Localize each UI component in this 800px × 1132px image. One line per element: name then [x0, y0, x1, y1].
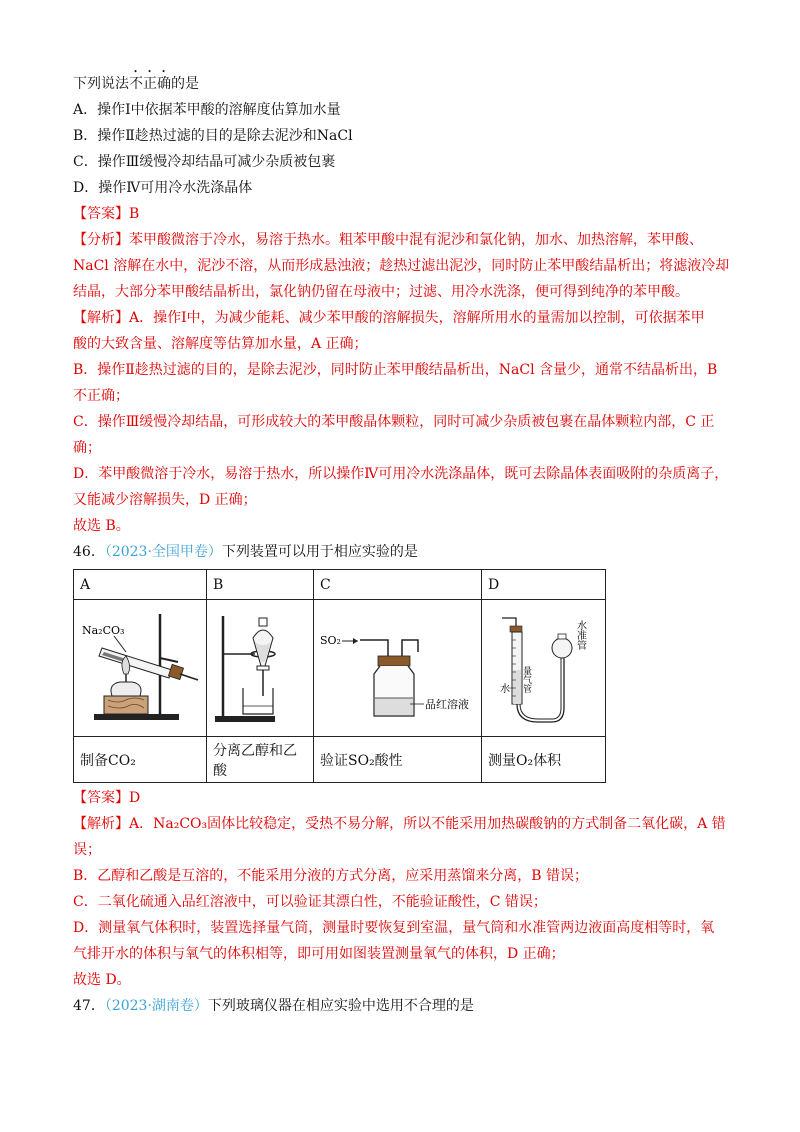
q45-option-b: B．操作Ⅱ趁热过滤的目的是除去泥沙和NaCl: [73, 128, 353, 144]
q46-explain-line: C．二氧化硫通入品红溶液中，可以验证其漂白性，不能验证酸性，C 错误；: [73, 894, 547, 910]
q45-option-c: C．操作Ⅲ缓慢冷却结晶可减少杂质被包裹: [73, 154, 336, 170]
q45-option-d: D．操作Ⅳ可用冷水洗涤晶体: [73, 180, 253, 196]
q47-stem-text: 下列玻璃仪器在相应实验中选用不合理的是: [207, 998, 474, 1014]
diagram-b-cell: [207, 600, 314, 737]
q46-answer: 【答案】D: [73, 790, 141, 806]
caption-a: 制备CO₂: [74, 737, 207, 783]
q46-stem-text: 下列装置可以用于相应实验的是: [221, 544, 418, 560]
q45-stem-post: 的是: [171, 76, 199, 92]
q45-analysis-line: 【分析】苯甲酸微溶于冷水，易溶于热水。粗苯甲酸中混有泥沙和氯化钠，加水、加热溶解，苯甲酸、: [73, 232, 703, 248]
q45-explain-line: 【解析】A．操作Ⅰ中，为减少能耗、减少苯甲酸的溶解损失，溶解所用水的量需加以控制，可依据苯甲: [73, 310, 705, 326]
separatory-funnel-diagram: [207, 600, 314, 732]
q46-explain-line: D．测量氧气体积时，装置选择量气筒，测量时要恢复到室温，量气筒和水准管两边液面高度相等时，氧: [73, 920, 715, 936]
q47-number: 47．: [73, 998, 105, 1014]
gas-washing-bottle-diagram: [314, 600, 482, 732]
q45-explain-line: 不正确；: [73, 388, 129, 404]
diagram-d-cell: [482, 600, 606, 737]
caption-c: 验证SO₂酸性: [314, 737, 482, 783]
gas-burette-diagram: [482, 600, 606, 732]
q45-explain-line: 酸的大致含量、溶解度等估算加水量，A 正确；: [73, 336, 368, 352]
q47-stem: [73, 993, 733, 1019]
q46-explain-line: 【解析】A．Na₂CO₃固体比较稳定，受热不易分解，所以不能采用加热碳酸钠的方式制备二氧化碳，A 错: [73, 816, 726, 832]
q45-analysis-line: 结晶，大部分苯甲酸结晶析出，氯化钠仍留在母液中；过滤、用冷水洗涤，便可得到纯净的苯甲酸。: [73, 284, 689, 300]
q45-explain-line: B．操作Ⅱ趁热过滤的目的，是除去泥沙，同时防止苯甲酸结晶析出，NaCl 含量少，通常不结晶析出，B: [73, 362, 718, 378]
water-label: 水: [500, 684, 510, 695]
pinhong-solution-label: 品红溶液: [425, 698, 469, 711]
q45-answer: 【答案】B: [73, 206, 140, 222]
document-page: [73, 68, 733, 1019]
header-d: D: [482, 570, 606, 600]
q45-stem-emphasis: 不正确: [129, 76, 171, 92]
caption-d: 测量O₂体积: [482, 737, 606, 783]
q45-explain-line: 又能减少溶解损失，D 正确；: [73, 492, 257, 508]
q46-stem: [73, 539, 733, 565]
q46-explain-line: 气排开水的体积与氧气的体积相等，即可用如图装置测量氧气的体积，D 正确；: [73, 946, 565, 962]
burette-label: 量气管: [521, 666, 531, 693]
q45-stem: [73, 68, 733, 97]
diagram-a-cell: [74, 600, 207, 737]
q45-stem-pre: 下列说法: [73, 76, 129, 92]
q47-source: （2023·湖南卷）: [104, 998, 208, 1014]
diagram-c-cell: [314, 600, 482, 737]
leveling-tube-label: 水准管: [574, 620, 586, 650]
apparatus-table: [73, 569, 606, 783]
q46-source: （2023·全国甲卷）: [104, 544, 222, 560]
caption-b: 分离乙醇和乙酸: [207, 737, 314, 783]
header-b: B: [207, 570, 314, 600]
q46-conclusion: 故选 D。: [73, 972, 131, 988]
q46-number: 46．: [73, 544, 105, 560]
q45-explain-line: D．苯甲酸微溶于冷水，易溶于热水，所以操作Ⅳ可用冷水洗涤晶体，既可去除晶体表面吸附的杂质离子，: [73, 466, 729, 482]
na2co3-label: Na₂CO₃: [82, 624, 125, 637]
so2-label: SO₂: [320, 634, 341, 647]
q45-analysis-line: NaCl 溶解在水中，泥沙不溶，从而形成悬浊液；趁热过滤出泥沙，同时防止苯甲酸结晶析出；将滤液冷却: [73, 258, 730, 274]
header-c: C: [314, 570, 482, 600]
q46-explain-line: 误；: [73, 842, 101, 858]
q46-explain-line: B．乙醇和乙酸是互溶的，不能采用分液的方式分离，应采用蒸馏来分离，B 错误；: [73, 868, 589, 884]
q45-conclusion: 故选 B。: [73, 518, 130, 534]
q45-explain-line: C．操作Ⅲ缓慢冷却结晶，可形成较大的苯甲酸晶体颗粒，同时可减少杂质被包裹在晶体颗粒内部，C 正: [73, 414, 715, 430]
q45-option-a: A．操作Ⅰ中依据苯甲酸的溶解度估算加水量: [73, 102, 341, 118]
q45-explain-line: 确；: [73, 440, 101, 456]
header-a: A: [74, 570, 207, 600]
heating-apparatus-diagram: [74, 600, 207, 732]
